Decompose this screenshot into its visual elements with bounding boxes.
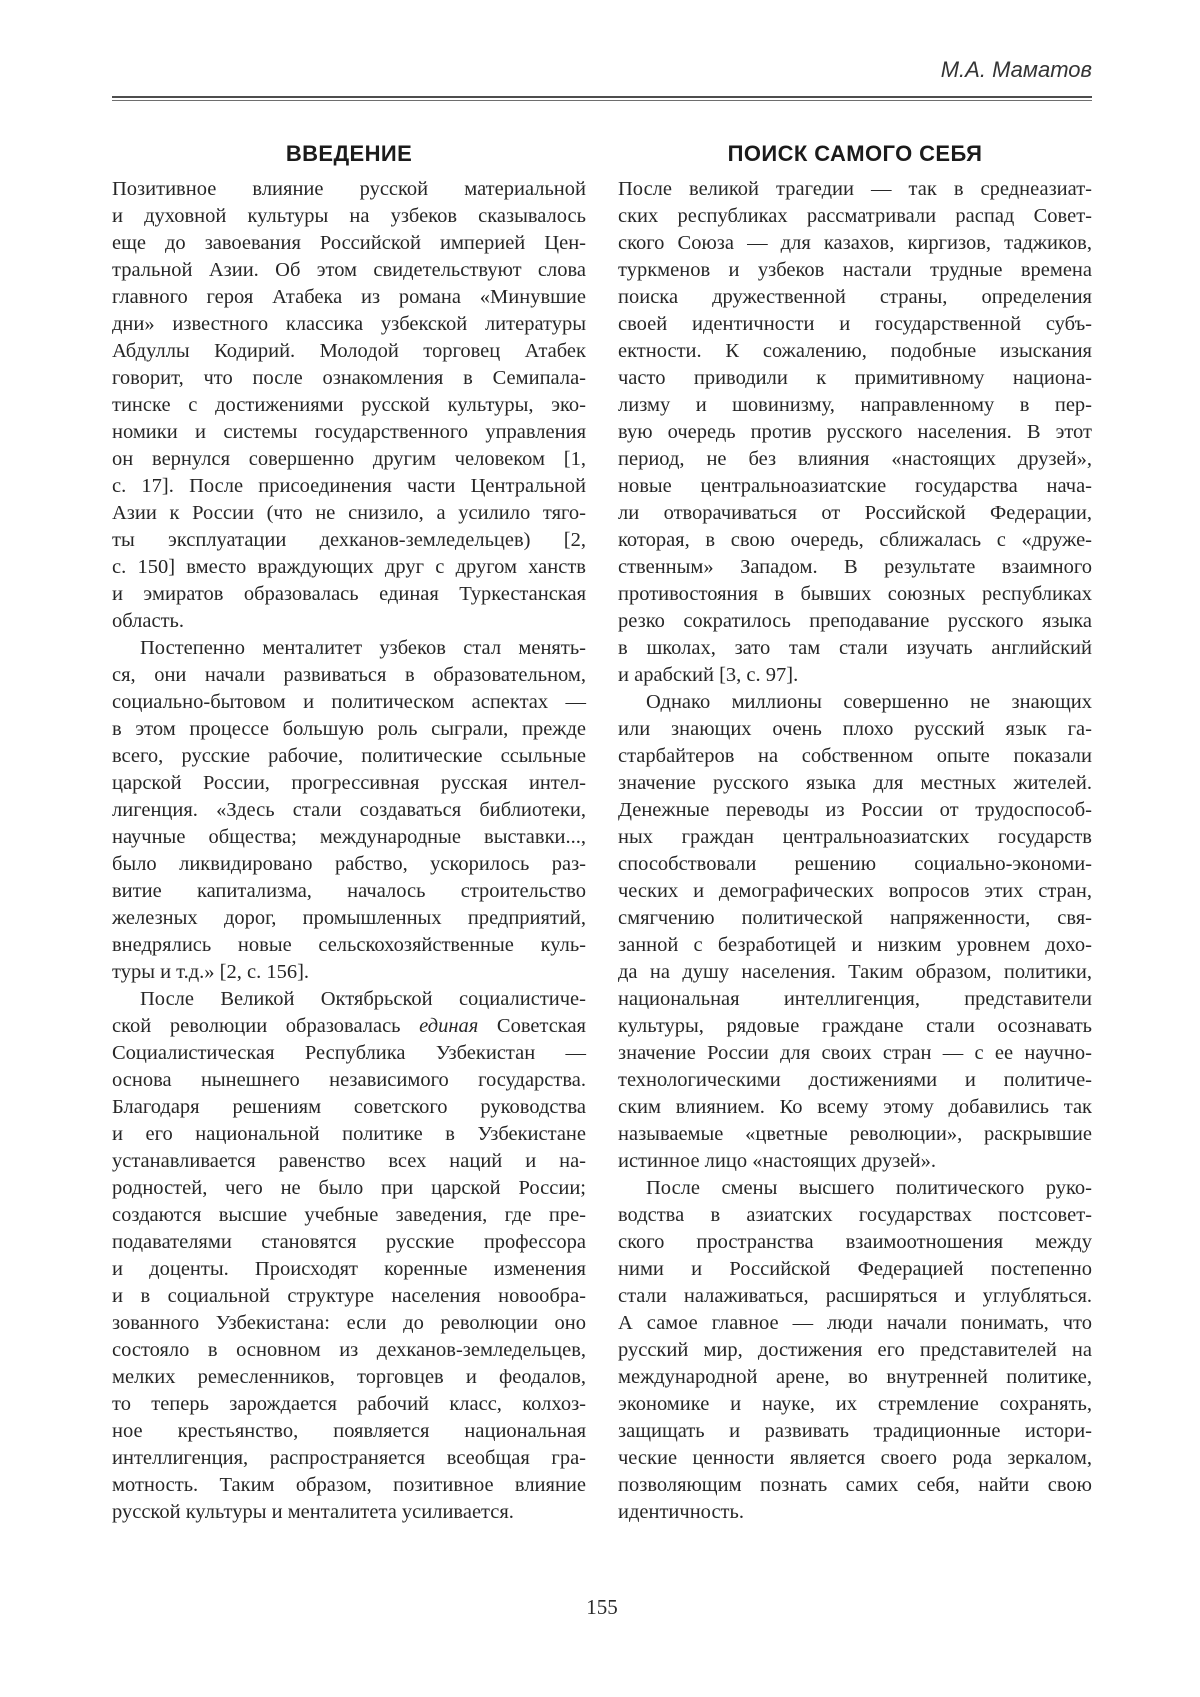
text-line: говорит, что после ознакомления в Семипала-	[112, 367, 586, 389]
header-rule	[112, 96, 1092, 101]
text-line: подавателями становятся русские профессора	[112, 1231, 586, 1253]
text-line: Однако миллионы совершенно не знающих	[646, 691, 1092, 713]
text-line: то теперь зарождается рабочий класс, колхоз-	[112, 1393, 586, 1415]
text-line: ли отворачиваться от Российской Федерации,	[618, 502, 1092, 524]
text-line: Постепенно менталитет узбеков стал менять-	[140, 637, 586, 659]
text-line: поиска дружественной страны, определения	[618, 286, 1092, 308]
section-text-introduction	[112, 176, 586, 1526]
two-column-body	[112, 141, 1092, 1526]
text-line: состояло в основном из дехканов-земледельцев,	[112, 1339, 586, 1361]
text-line: дни» известного классика узбекской литературы	[112, 313, 586, 335]
text-line: занной с безработицей и низким уровнем дохо-	[618, 934, 1092, 956]
text-line: ческих и демографических вопросов этих стран,	[618, 880, 1092, 902]
text-line: всего, русские рабочие, политические ссыльные	[112, 745, 586, 767]
text-line: и арабский [3, с. 97].	[618, 664, 799, 686]
text-line: Благодаря решениям советского руководства	[112, 1096, 586, 1118]
text-line: интеллигенция, распространяется всеобщая гра-	[112, 1447, 586, 1469]
text-line: мотность. Таким образом, позитивное влияние	[112, 1474, 586, 1496]
text-line: тинске с достижениями русской культуры, эко-	[112, 394, 586, 416]
text-line: старбайтеров на собственном опыте показали	[618, 745, 1092, 767]
text-line: внедрялись новые сельскохозяйственные куль-	[112, 934, 586, 956]
text-line: значение русского языка для местных жителей.	[618, 772, 1092, 794]
text-line: стали налаживаться, расширяться и углубляться.	[618, 1285, 1092, 1307]
paragraph	[112, 176, 586, 635]
text-line: и его национальной политике в Узбекистане	[112, 1123, 586, 1145]
text-line: противостояния в бывших союзных республиках	[618, 583, 1092, 605]
text-line: и доценты. Происходят коренные изменения	[112, 1258, 586, 1280]
text-line: которая, в свою очередь, сближалась с «друже-	[618, 529, 1092, 551]
text-line: Позитивное влияние русской материальной	[112, 178, 586, 200]
text-line: ними и Российской Федерацией постепенно	[618, 1258, 1092, 1280]
text-line: было ликвидировано рабство, ускорилось раз-	[112, 853, 586, 875]
text-line: витие капитализма, началось строительство	[112, 880, 586, 902]
text-line: называемые «цветные революции», раскрывшие	[618, 1123, 1092, 1145]
text-line: экономике и науке, их стремление сохранять,	[618, 1393, 1092, 1415]
text-line: зованного Узбекистана: если до революции оно	[112, 1312, 586, 1334]
text-line: и в социальной структуре населения новообра-	[112, 1285, 586, 1307]
text-line: После смены высшего политического руко-	[646, 1177, 1092, 1199]
text-line: способствовали решению социально-экономи-	[618, 853, 1092, 875]
text-line: Социалистическая Республика Узбекистан —	[112, 1042, 586, 1064]
text-line: ской революции образовалась единая Советская	[112, 1015, 586, 1037]
text-line: ских республиках рассматривали распад Совет-	[618, 205, 1092, 227]
text-line: После Великой Октябрьской социалистиче-	[140, 988, 586, 1010]
text-line: ским влиянием. Ко всему этому добавились так	[618, 1096, 1092, 1118]
text-line: или знающих очень плохо русский язык га-	[618, 718, 1092, 740]
text-line: период, не без влияния «настоящих друзей»,	[618, 448, 1092, 470]
text-line: смягчению политической напряженности, свя-	[618, 907, 1092, 929]
text-line: создаются высшие учебные заведения, где пре-	[112, 1204, 586, 1226]
text-line: защищать и развивать традиционные истори-	[618, 1420, 1092, 1442]
running-head-author: М.А. Маматов	[940, 57, 1092, 82]
text-line: национальная интеллигенция, представители	[618, 988, 1092, 1010]
text-line: международной арене, во внутренней политике,	[618, 1366, 1092, 1388]
paragraph	[112, 986, 586, 1526]
text-line: русской культуры и менталитета усиливается.	[112, 1501, 514, 1523]
text-line: идентичность.	[618, 1501, 744, 1523]
text-line: ческие ценности является своего рода зеркалом,	[618, 1447, 1092, 1469]
text-line: лизму и шовинизму, направленному в пер-	[618, 394, 1092, 416]
text-line: еще до завоевания Российской империей Цен-	[112, 232, 586, 254]
text-line: новые центральноазиатские государства нача-	[618, 475, 1092, 497]
text-line: область.	[112, 610, 185, 632]
text-line: своей идентичности и государственной субъ-	[618, 313, 1092, 335]
page-footer	[112, 1594, 1092, 1621]
text-line: туры и т.д.» [2, с. 156].	[112, 961, 310, 983]
text-line: русский мир, достижения его представителей на	[618, 1339, 1092, 1361]
text-line: ных граждан центральноазиатских государств	[618, 826, 1092, 848]
text-line: вую очередь против русского населения. В этот	[618, 421, 1092, 443]
page-header	[112, 0, 1092, 101]
text-line: и духовной культуры на узбеков сказывалось	[112, 205, 586, 227]
text-line: железных дорог, промышленных предприятий,	[112, 907, 586, 929]
section-title-introduction: ВВЕДЕНИЕ	[285, 141, 413, 166]
text-line: позволяющим познать самих себя, найти свою	[618, 1474, 1092, 1496]
section-text-search-for-self	[618, 176, 1092, 1526]
paragraph	[618, 1175, 1092, 1526]
text-line: и эмиратов образовалась единая Туркестанская	[112, 583, 586, 605]
column-left	[112, 141, 586, 1526]
text-line: ты эксплуатации дехканов-земледельцев) [2,	[112, 529, 586, 551]
text-line: социально-бытовом и политическом аспектах —	[112, 691, 586, 713]
text-line: научные общества; международные выставки...,	[112, 826, 586, 848]
text-line: с. 17]. После присоединения части Центральной	[112, 475, 586, 497]
text-line: культуры, рядовые граждане стали осознавать	[618, 1015, 1092, 1037]
text-line: резко сократилось преподавание русского языка	[618, 610, 1092, 632]
text-line: ся, они начали развиваться в образовательном,	[112, 664, 586, 686]
text-line: Абдуллы Кодирий. Молодой торговец Атабек	[112, 340, 586, 362]
text-line: главного героя Атабека из романа «Минувшие	[112, 286, 586, 308]
page-number: 155	[586, 1595, 618, 1619]
text-line: тральной Азии. Об этом свидетельствуют слова	[112, 259, 586, 281]
text-line: основа нынешнего независимого государства.	[112, 1069, 586, 1091]
text-line: туркменов и узбеков настали трудные времена	[618, 259, 1092, 281]
text-line: истинное лицо «настоящих друзей».	[618, 1150, 936, 1172]
text-line: Азии к России (что не снизило, а усилило тяго-	[112, 502, 586, 524]
text-line: часто приводили к примитивному национа-	[618, 367, 1092, 389]
text-line: водства в азиатских государствах постсовет-	[618, 1204, 1092, 1226]
text-line: Денежные переводы из России от трудоспособ-	[618, 799, 1092, 821]
text-line: да на душу населения. Таким образом, политики,	[618, 961, 1092, 983]
text-line: лигенция. «Здесь стали создаваться библиотеки,	[112, 799, 586, 821]
text-line: он вернулся совершенно другим человеком [1,	[112, 448, 586, 470]
text-line: в школах, зато там стали изучать английский	[618, 637, 1092, 659]
section-title-search-for-self: ПОИСК САМОГО СЕБЯ	[727, 141, 983, 166]
text-line: ственным» Западом. В результате взаимного	[618, 556, 1092, 578]
text-line: царской России, прогрессивная русская интел-	[112, 772, 586, 794]
text-line: номики и системы государственного управления	[112, 421, 586, 443]
text-line: устанавливается равенство всех наций и на-	[112, 1150, 586, 1172]
text-line: в этом процессе большую роль сыграли, прежде	[112, 718, 586, 740]
text-line: ное крестьянство, появляется национальная	[112, 1420, 586, 1442]
text-line: с. 150] вместо враждующих друг с другом ханств	[112, 556, 586, 578]
text-line: родностей, чего не было при царской России;	[112, 1177, 586, 1199]
text-line: ского пространства взаимоотношения между	[618, 1231, 1092, 1253]
text-line: После великой трагедии — так в среднеазиат-	[618, 178, 1092, 200]
paragraph	[618, 689, 1092, 1175]
text-line: А самое главное — люди начали понимать, что	[618, 1312, 1092, 1334]
text-line: ского Союза — для казахов, киргизов, таджиков,	[618, 232, 1092, 254]
text-line: технологическими достижениями и политиче-	[618, 1069, 1092, 1091]
text-line: мелких ремесленников, торговцев и феодалов,	[112, 1366, 586, 1388]
column-right	[618, 141, 1092, 1526]
text-line: ектности. К сожалению, подобные изыскания	[618, 340, 1092, 362]
paragraph	[618, 176, 1092, 689]
paragraph	[112, 635, 586, 986]
text-line: значение России для своих стран — с ее научно-	[618, 1042, 1092, 1064]
